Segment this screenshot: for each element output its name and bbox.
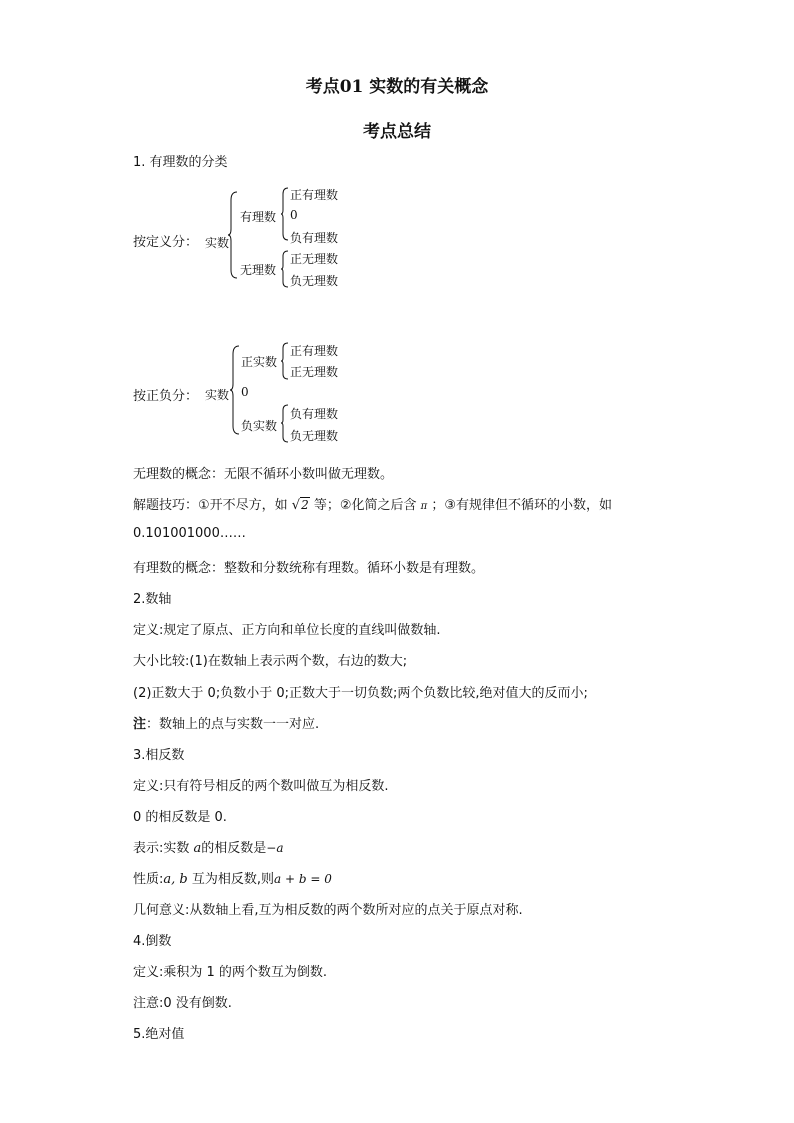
tree2-branch-positive: 正实数 (241, 355, 278, 369)
tree1-branch-irrational: 无理数 (240, 263, 277, 277)
tree1-label: 按定义分： (133, 235, 199, 250)
opposite-of-zero: 0 的相反数是 0. (133, 810, 227, 825)
section-3-heading: 3.相反数 (133, 748, 185, 763)
opposite-geometric-meaning: 几何意义:从数轴上看,互为相反数的两个数所对应的点关于原点对称. (133, 903, 523, 918)
irrational-definition: 无理数的概念：无限不循环小数叫做无理数。 (133, 467, 394, 482)
reciprocal-note: 注意:0 没有倒数. (133, 996, 232, 1011)
tree2-zero: 0 (241, 385, 249, 399)
tree1-root: 实数 (205, 236, 230, 250)
pi-symbol: π (420, 501, 428, 512)
opposite-definition: 定义:只有符号相反的两个数叫做互为相反数. (133, 779, 389, 794)
tips-part-1: 解题技巧：①开不尽方，如 (133, 498, 288, 513)
tree2-root-brace (230, 346, 240, 434)
repr-variable: a (193, 841, 202, 856)
repr-value: −a (266, 841, 284, 855)
tips-part-3: ；③有规律但不循环的小数，如 (431, 498, 613, 513)
tree1-root-brace (228, 192, 238, 278)
prop-variables: a, b (163, 872, 188, 887)
tree2-negative-brace (281, 405, 289, 442)
tips-part-2: 等；②化简之后含 (313, 498, 417, 513)
tree1-irrational-brace (281, 251, 289, 287)
tree1-item-5: 负无理数 (290, 274, 339, 288)
tree1-item-3: 负有理数 (290, 231, 339, 245)
tree2-item-2: 正无理数 (290, 365, 339, 379)
reciprocal-definition: 定义:乘积为 1 的两个数互为倒数. (133, 965, 328, 980)
opposite-property (133, 868, 332, 887)
repr-text-2: 的相反数是 (201, 841, 267, 856)
tree1-branch-rational: 有理数 (240, 210, 277, 224)
solving-tips (133, 494, 612, 513)
note-text: ：数轴上的点与实数一一对应. (146, 717, 320, 732)
sqrt-radicand: 2 (301, 498, 309, 512)
number-line-definition: 定义:规定了原点、正方向和单位长度的直线叫做数轴. (133, 623, 441, 638)
prop-text-2: 互为相反数,则 (187, 872, 274, 887)
section-5-heading: 5.绝对值 (133, 1027, 185, 1042)
prop-text-1: 性质: (133, 872, 164, 887)
section-4-heading: 4.倒数 (133, 934, 172, 949)
tree1-item-4: 正无理数 (290, 252, 339, 266)
tree2-branch-negative: 负实数 (241, 419, 278, 433)
tree2-item-1: 正有理数 (290, 344, 339, 358)
number-line-note (133, 713, 319, 732)
tree2-label: 按正负分： (133, 389, 199, 404)
section-2-heading: 2.数轴 (133, 592, 172, 607)
tree1-item-1: 正有理数 (290, 188, 339, 202)
compare-rule-2: (2)正数大于 0;负数小于 0;正数大于一切负数;两个负数比较,绝对值大的反而小; (133, 686, 588, 701)
page-subtitle: 考点总结 (363, 122, 431, 142)
rational-definition: 有理数的概念：整数和分数统称有理数。循环小数是有理数。 (133, 561, 485, 576)
sqrt-expression: √2 (291, 498, 309, 513)
prop-equation: a + b = 0 (274, 872, 332, 886)
opposite-representation (133, 837, 284, 856)
tree2-root: 实数 (205, 388, 230, 402)
note-label: 注 (133, 717, 147, 732)
tips-example-decimal: 0.101001000…… (133, 526, 246, 541)
repr-text-1: 表示:实数 (133, 841, 194, 856)
tree1-item-2: 0 (290, 208, 298, 222)
tree2-item-4: 负无理数 (290, 429, 339, 443)
page-title: 考点01 实数的有关概念 (305, 77, 489, 97)
tree1-rational-brace (281, 188, 289, 240)
tree2-positive-brace (281, 343, 289, 379)
compare-rule-1: 大小比较:(1)在数轴上表示两个数，右边的数大; (133, 654, 408, 669)
section-1-heading: 1. 有理数的分类 (133, 155, 228, 170)
tree2-item-3: 负有理数 (290, 407, 339, 421)
